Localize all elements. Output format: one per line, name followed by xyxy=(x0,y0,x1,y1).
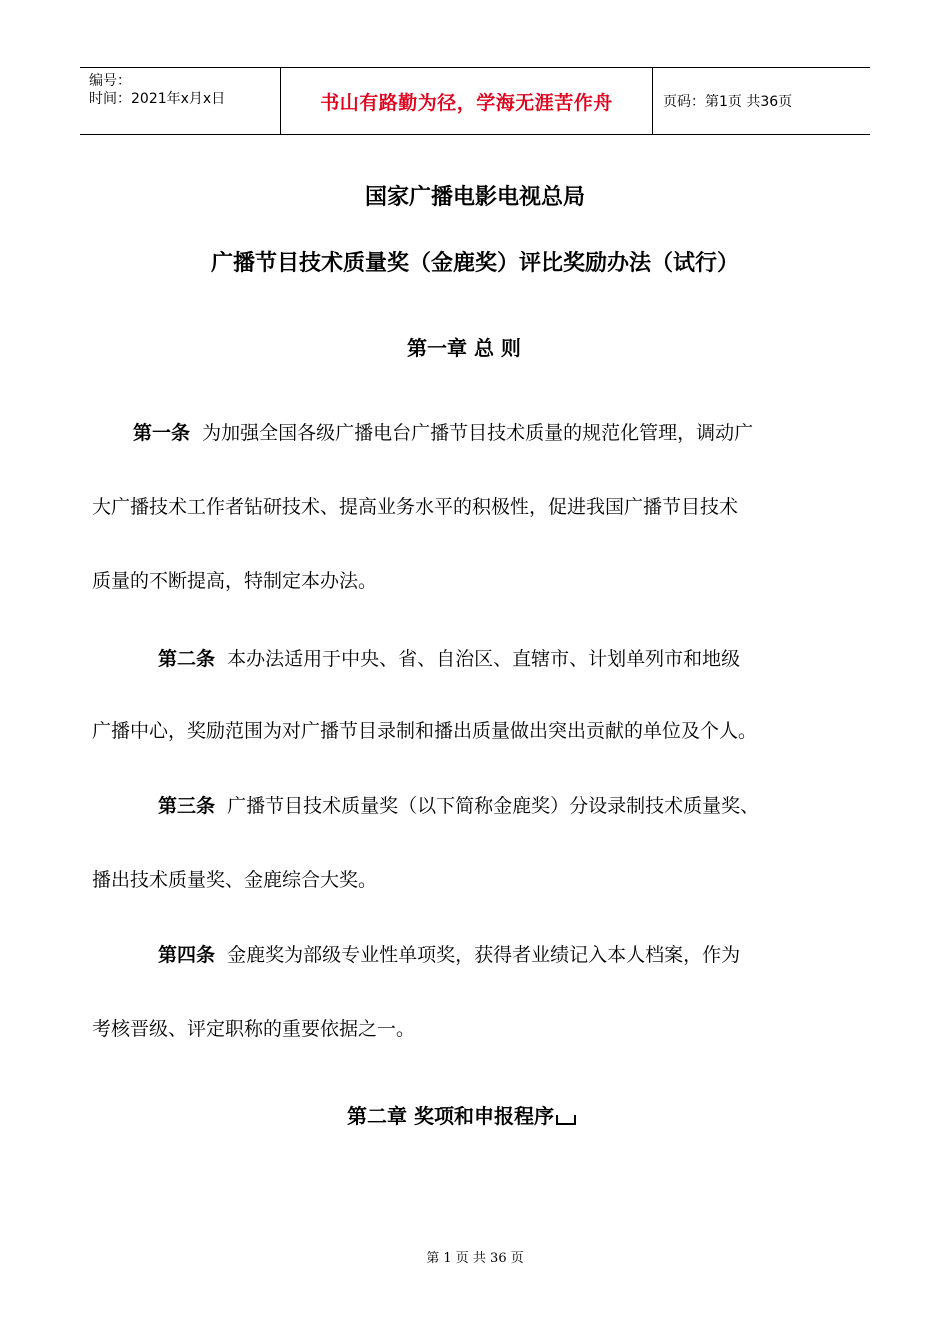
article-1-label: 第一条 xyxy=(133,422,191,444)
article-3-label: 第三条 xyxy=(158,795,216,817)
chapter-2-heading xyxy=(347,1100,576,1129)
document-number-label: 编号： xyxy=(89,73,131,89)
article-1-line-2: 大广播技术工作者钻研技术、提高业务水平的积极性，促进我国广播节目技术 xyxy=(92,496,739,518)
document-title-line2: 广播节目技术质量奖（金鹿奖）评比奖励办法（试行） xyxy=(210,251,739,276)
article-2-line-2: 广播中心，奖励范围为对广播节目录制和播出质量做出突出贡献的单位及个人。 xyxy=(92,720,758,742)
chapter-2-heading-text: 第二章 奖项和申报程序 xyxy=(347,1104,554,1128)
article-4-line-1 xyxy=(158,940,740,967)
article-4-text-1: 金鹿奖为部级专业性单项奖，获得者业绩记入本人档案，作为 xyxy=(227,944,741,966)
article-1-line-1 xyxy=(133,418,753,445)
article-2-label: 第二条 xyxy=(158,648,216,670)
header-motto: 书山有路勤为径，学海无涯苦作舟 xyxy=(281,68,653,134)
document-header xyxy=(80,67,870,135)
article-1-line-3: 质量的不断提高，特制定本办法。 xyxy=(92,570,378,592)
article-3-line-1 xyxy=(158,791,759,818)
article-3-line-2: 播出技术质量奖、金鹿综合大奖。 xyxy=(92,869,378,891)
article-2-line-1 xyxy=(158,644,740,671)
article-4-line-2: 考核晋级、评定职称的重要依据之一。 xyxy=(92,1018,416,1040)
document-title-line1: 国家广播电影电视总局 xyxy=(364,185,585,210)
article-4-label: 第四条 xyxy=(158,944,216,966)
page-footer: 第 1 页 共 36 页 xyxy=(426,1251,524,1266)
document-time-label: 时间：2021年x月x日 xyxy=(89,91,226,107)
article-1-text-1: 为加强全国各级广播电台广播节目技术质量的规范化管理，调动广 xyxy=(202,422,754,444)
paragraph-mark-icon xyxy=(556,1115,576,1125)
header-page-info: 页码：第1页 共36页 xyxy=(663,94,793,110)
header-meta xyxy=(80,68,281,134)
article-2-text-1: 本办法适用于中央、省、自治区、直辖市、计划单列市和地级 xyxy=(227,648,741,670)
chapter-1-heading: 第一章 总 则 xyxy=(407,336,521,360)
article-3-text-1: 广播节目技术质量奖（以下简称金鹿奖）分设录制技术质量奖、 xyxy=(227,795,760,817)
